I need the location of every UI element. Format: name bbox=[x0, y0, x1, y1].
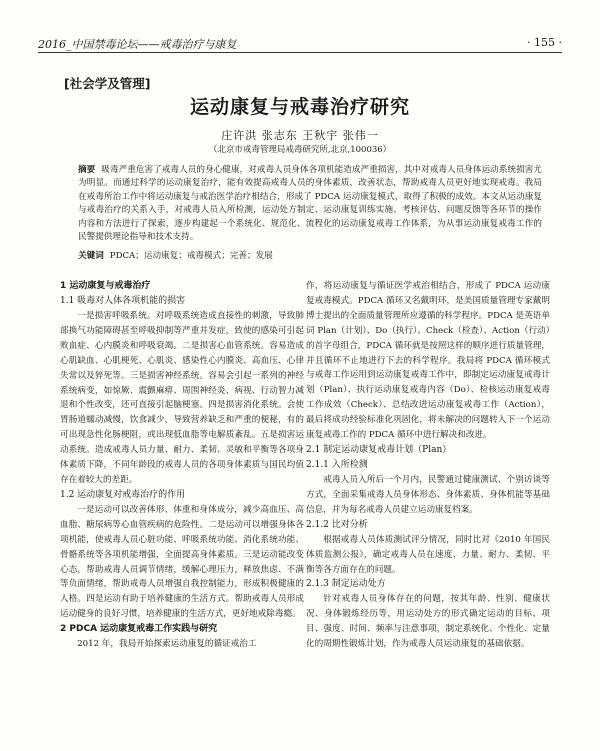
paragraph: 一是运动可以改善体形、体重和身体成分，减少高血压、高血脂、糖尿病等心血管疾病的危险性。二是运动可以增强身体各项机能，使戒毒人员心脏功能、呼吸系统功能、消化系统功能、骨骼系统等各项机能增强，全面提高身体素质。三是运动能改变心态，帮助戒毒人员调节情绪，缓解心理压力，释放焦虑、不满等负面情绪，帮助戒毒人员增强自我控制能力，形成积极健康的人格。四是运动有助于培养健康的生活方式。帮助戒毒人员形成运动健身的良好习惯，培养健康的生活方式，更好地戒除毒瘾。 bbox=[60, 504, 304, 620]
paragraph: 根据戒毒人员体质测试评分情况，同时比对《2010 年国民体质监测公报》，确定戒毒人员在速度、力量、耐力、柔韧、平衡等各方面存在的问题。 bbox=[306, 534, 550, 575]
keywords-label: 关键词 bbox=[78, 251, 104, 261]
section-heading: 1 运动康复与戒毒治疗 bbox=[60, 281, 151, 291]
keywords bbox=[78, 250, 542, 263]
running-head bbox=[38, 34, 562, 53]
subsection-heading: 2.1.2 比对分析 bbox=[306, 519, 368, 530]
running-head-title: 2016_中国禁毒论坛——戒毒治疗与康复 bbox=[38, 38, 237, 51]
paragraph: 一是损害呼吸系统。对呼吸系统造成直接性的刺激，导致肺部换气功能障碍甚至呼吸抑制等严重并发症，致使的感染可引起败血症、心内膜炎和呼吸衰竭。二是损害心血管系统。容易造成心肌缺血、心肌梗死、心肌炎、感染性心内膜炎、高血压、心律失常以及猝死等。三是损害神经系统。容易会引起一系列的神经系统病变，如惊厥、震颤麻痹、周围神经炎、病视、行动智力减退和个性改变，还可直接引起脑梗塞。四是损害消化系统。会使胃肠道蠕动减慢，饮食减少，导致营养缺乏和严重的便秘，有的可出现急性化肠梗阻，或出现低血脂等电解质紊乱。五是损害运动系统。造成戒毒人员力量、耐力、柔韧、灵敏和平衡等各项身体素质下降，不同年龄段的戒毒人员的各项身体素质与国民均值存在着较大的差距。 bbox=[60, 311, 304, 485]
section-heading: 2 PDCA 运动康复戒毒工作实践与研究 bbox=[60, 624, 218, 635]
column-tag: [社会学及管理] bbox=[64, 76, 151, 91]
right-column bbox=[306, 279, 550, 652]
subsection-heading: 2.1 制定运动康复戒毒计划（Plan） bbox=[306, 444, 452, 455]
left-column bbox=[60, 279, 304, 652]
paragraph: 针对戒毒人员身体存在的问题，按其年龄、性别、健康状况、身体锻炼经历等，用运动处方的形式确定运动的目标、项目、强度、时间、频率与注意事项，制定系统化、个性化、定量化的周期性锻炼计划，作为戒毒人员运动康复的基础依据。 bbox=[306, 594, 550, 650]
paragraph: 作，将运动康复与循证医学戒治相结合，形成了 PDCA 运动康复戒毒模式。PDCA 循环又名戴明环，是美国质量管理专家戴明博士提出的全面质量管理所应遵循的科学程序。PDCA 是英语单词 Plan（计划）、Do（执行）、Check（检查）、Action（行动）的首字母组合，PDCA 循环就是按照这样的顺序进行质量管理，并且循环不止地进行下去的科学程序。我局将 PDCA 循环模式与戒毒工作运用到运动康复戒毒工作中，即制定运动康复戒毒计划（Plan）、执行运动康复戒毒内容（Do）、检核运动康复戒毒工作成效（Check）、总结改进运动康复戒毒工作（Action），最后将成功经验标准化巩固化，将未解决的问题转入下一个运动康复戒毒工作的 PDCA 循环中进行解决和改进。 bbox=[306, 281, 550, 441]
authors: 庄许洪 张志东 王秋宇 张伟一 bbox=[221, 129, 379, 142]
article-title: 运动康复与戒毒治疗研究 bbox=[189, 96, 410, 118]
keywords-text: PDCA；运动康复；戒毒模式；完善；发展 bbox=[109, 251, 273, 261]
paragraph: 2012 年，我局开始探索运动康复的循证戒治工 bbox=[77, 639, 257, 650]
subsection-heading: 2.1.1 入所检测 bbox=[306, 459, 368, 470]
page-number: · 155 · bbox=[527, 36, 562, 49]
subsection-heading: 2.1.3 制定运动处方 bbox=[306, 579, 386, 590]
abstract bbox=[78, 164, 542, 244]
affiliation: （北京市戒毒管理局戒毒研究所,北京,100036） bbox=[208, 145, 392, 155]
paragraph: 戒毒人员入所后一个月内，民警通过健康测试、个别访谈等方式，全面采集戒毒人员身体形态、身体素质、身体机能等基础信息，并为每名戒毒人员建立运动康复档案。 bbox=[306, 474, 550, 515]
abstract-label: 摘要 bbox=[78, 165, 96, 175]
subsection-heading: 1.1 吸毒对人体各项机能的损害 bbox=[60, 296, 186, 306]
subsection-heading: 1.2 运动康复对戒毒治疗的作用 bbox=[60, 489, 186, 500]
abstract-text: 吸毒严重危害了戒毒人员的身心健康，对戒毒人员身体各项机能造成严重损害，其中对戒毒人员身体运动系统损害尤为明显。而通过科学的运动康复治疗，能有效提高戒毒人员的身体素质，改善状态，帮助戒毒人员更好地实现戒毒。我局在戒毒所治工作中将运动康复与戒治医学治疗相结合，形成了 PDCA 运动康复模式，取得了积极的成效。本文从运动康复与戒毒治疗的关系入手，对戒毒人员入所检测，运动处方制定、运动康复训练实施、考核评估、问题反馈等各环节的操作内容和方法进行了探索，逐步构建起一个系统化、规范化、流程化的运动康复戒毒工作体系，为从事运动康复戒毒工作的民警提供理论指导和技术支持。 bbox=[78, 165, 542, 243]
